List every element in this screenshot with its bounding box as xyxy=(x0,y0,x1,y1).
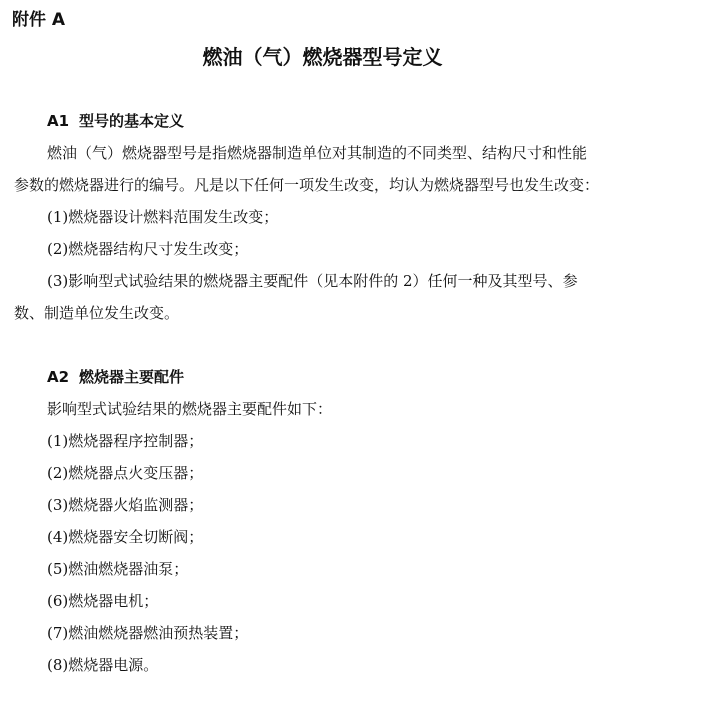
section-a2-item-7: (7)燃油燃烧器燃油预热装置； xyxy=(47,624,249,642)
section-a1-number: A1 xyxy=(47,112,70,130)
section-a2-intro: 影响型式试验结果的燃烧器主要配件如下： xyxy=(47,400,333,418)
section-a2-item-3: (3)燃烧器火焰监测器； xyxy=(47,496,204,514)
section-a1-item-2: (2)燃烧器结构尺寸发生改变； xyxy=(47,240,249,258)
section-a2-item-8: (8)燃烧器电源。 xyxy=(47,656,159,674)
document-title: 燃油（气）燃烧器型号定义 xyxy=(202,45,443,69)
section-a1-line-1: 燃油（气）燃烧器型号是指燃烧器制造单位对其制造的不同类型、结构尺寸和性能 xyxy=(47,144,588,162)
annex-label: 附件 A xyxy=(12,10,66,30)
section-a1-line-2: 参数的燃烧器进行的编号。凡是以下任何一项发生改变，均认为燃烧器型号也发生改变： xyxy=(14,176,600,194)
section-a1-item-3: (3)影响型式试验结果的燃烧器主要配件（见本附件的 2）任何一种及其型号、参 xyxy=(47,272,578,290)
section-a2-item-1: (1)燃烧器程序控制器； xyxy=(47,432,204,450)
section-a1-item-1: (1)燃烧器设计燃料范围发生改变； xyxy=(47,208,279,226)
section-a2-item-2: (2)燃烧器点火变压器； xyxy=(47,464,204,482)
section-a1-item-3-cont: 数、制造单位发生改变。 xyxy=(14,304,180,322)
section-a2-item-4: (4)燃烧器安全切断阀； xyxy=(47,528,204,546)
section-a1-heading xyxy=(47,110,184,132)
section-a2-item-5: (5)燃油燃烧器油泵； xyxy=(47,560,189,578)
section-a2-heading xyxy=(47,366,184,388)
section-a2-title: 燃烧器主要配件 xyxy=(79,368,185,386)
section-a2-number: A2 xyxy=(47,368,70,386)
section-a1-title: 型号的基本定义 xyxy=(79,112,185,130)
section-a2-item-6: (6)燃烧器电机； xyxy=(47,592,159,610)
